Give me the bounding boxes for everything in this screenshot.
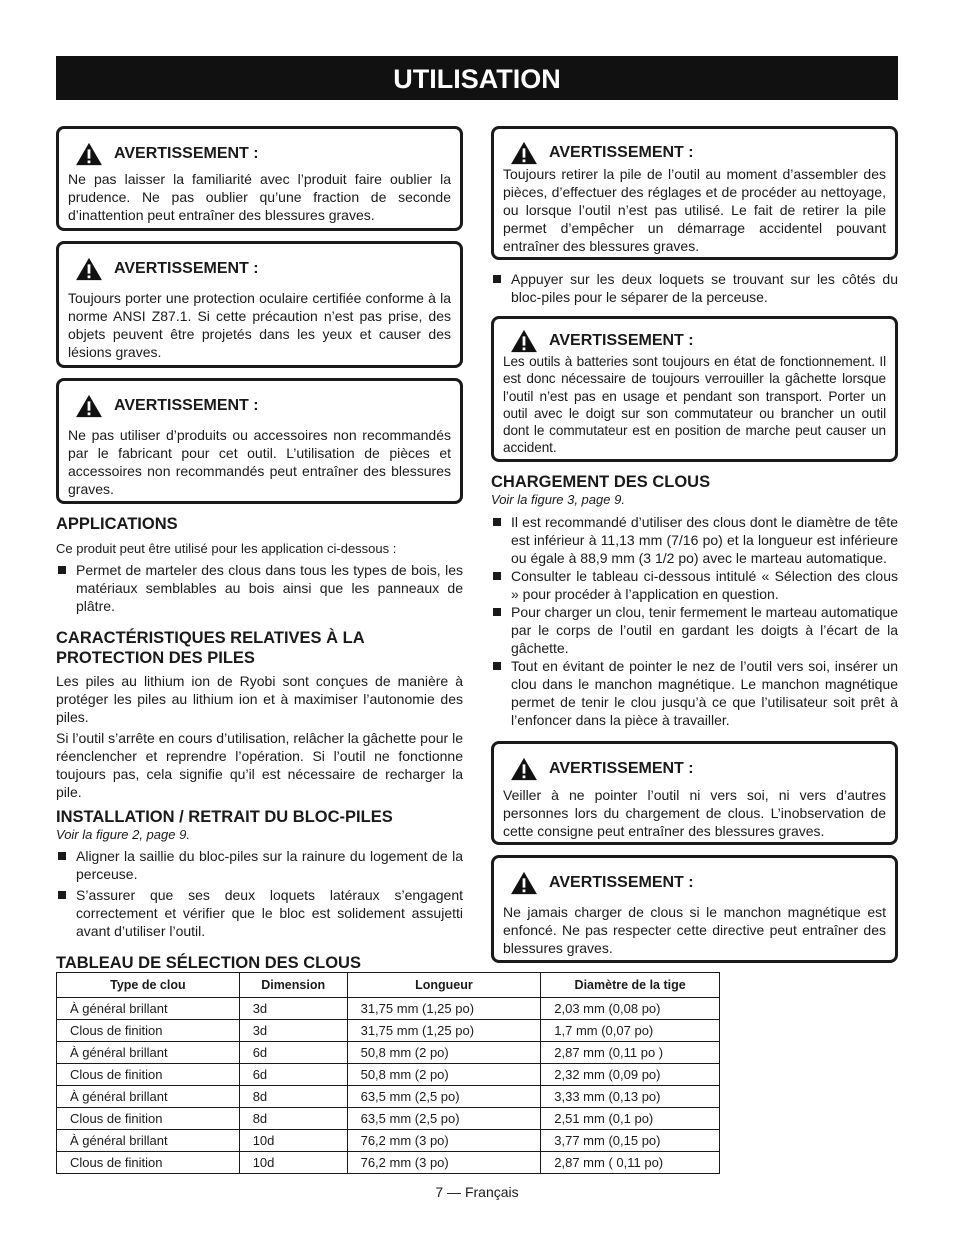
warning-triangle-icon [74, 257, 104, 281]
table-row [57, 998, 720, 1020]
left-column [56, 126, 463, 973]
warning-box [491, 741, 898, 845]
warning-triangle-icon [509, 871, 539, 895]
table-cell: Clous de finition [57, 1020, 240, 1042]
table-cell: 2,87 mm ( 0,11 po) [541, 1152, 720, 1174]
warning-box [56, 378, 463, 504]
list-item: Aligner la saillie du bloc-piles sur la rainure du logement de la perceuse. [56, 847, 463, 883]
table-cell: 76,2 mm (3 po) [347, 1152, 541, 1174]
table-cell: 50,8 mm (2 po) [347, 1064, 541, 1086]
table-cell: 50,8 mm (2 po) [347, 1042, 541, 1064]
table-cell: 2,03 mm (0,08 po) [541, 998, 720, 1020]
bullet-list [56, 561, 463, 615]
table-cell: À général brillant [57, 1086, 240, 1108]
warning-triangle-icon [74, 394, 104, 418]
table-cell: 2,87 mm (0,11 po ) [541, 1042, 720, 1064]
list-item: Consulter le tableau ci-dessous intitulé « Sélection des clous » pour procéder à l’application en question. [491, 567, 898, 603]
column-header: Type de clou [57, 973, 240, 998]
table-cell: 1,7 mm (0,07 po) [541, 1020, 720, 1042]
warning-text: Veiller à ne pointer l’outil ni vers soi, ni vers d’autres personnes lors du chargement de clous. L’inobservation de cette consigne peut entraîner des blessures graves. [503, 787, 886, 839]
table-cell: Clous de finition [57, 1108, 240, 1130]
right-column [491, 126, 898, 973]
bullet-list [491, 270, 898, 306]
column-header: Dimension [239, 973, 347, 998]
list-item: Tout en évitant de pointer le nez de l’outil vers soi, insérer un clou dans le manchon magnétique. Le manchon magnétique permet de tenir le clou jusqu’à ce que l’utilisateur soit prêt à l’enfoncer dans la pièce à travailler. [491, 657, 898, 729]
bullet-list [56, 847, 463, 940]
paragraph: Les piles au lithium ion de Ryobi sont conçues de manière à protéger les piles au lithium ion et à maximiser l’autonomie des piles. [56, 673, 463, 725]
table-row [57, 1042, 720, 1064]
list-item: Permet de marteler des clous dans tous les types de bois, les matériaux semblables au bois ainsi que les panneaux de plâtre. [56, 561, 463, 615]
table-cell: 10d [239, 1152, 347, 1174]
section-heading: CARACTÉRISTIQUES RELATIVES À LA PROTECTION DES PILES [56, 629, 365, 667]
table-cell: Clous de finition [57, 1064, 240, 1086]
page-footer [0, 1184, 954, 1200]
table-cell: À général brillant [57, 998, 240, 1020]
section-heading: APPLICATIONS [56, 515, 178, 533]
warning-text: Toujours retirer la pile de l’outil au moment d’assembler des pièces, d’effectuer des réglages et de procéder au nettoyage, ou lorsque l’outil n’est pas utilisé. Le fait de retirer la pile permet d’empêcher un démarrage accidentel pouvant entraîner des blessures graves. [503, 166, 886, 254]
warning-box [491, 316, 898, 462]
table-cell: À général brillant [57, 1130, 240, 1152]
list-item: Il est recommandé d’utiliser des clous dont le diamètre de tête est inférieur à 11,13 mm (7/16 po) et la longueur est inférieure ou égale à 88,9 mm (3 1/2 po) avec le marteau automatique. [491, 513, 898, 567]
warning-box [56, 241, 463, 368]
warning-title: AVERTISSEMENT : [114, 145, 259, 162]
warning-text: Ne pas utiliser d’produits ou accessoires non recommandés par le fabricant pour cet outil. L’utilisation de pièces et accessoires non recommandés peut entraîner des blessures graves. [68, 427, 451, 497]
warning-title: AVERTISSEMENT : [549, 332, 694, 349]
nail-selection-table [56, 972, 720, 1174]
table-row [57, 1152, 720, 1174]
figure-reference: Voir la figure 2, page 9. [56, 827, 190, 842]
table-row [57, 1020, 720, 1042]
table-cell: 3d [239, 1020, 347, 1042]
column-header: Longueur [347, 973, 541, 998]
table-cell: Clous de finition [57, 1152, 240, 1174]
table-cell: 10d [239, 1130, 347, 1152]
table-cell: 76,2 mm (3 po) [347, 1130, 541, 1152]
warning-triangle-icon [509, 141, 539, 165]
warning-title: AVERTISSEMENT : [114, 260, 259, 277]
warning-text: Ne pas laisser la familiarité avec l’produit faire oublier la prudence. Ne pas oublier qu’une fraction de seconde d’inattention peut entraîner des blessures graves. [68, 171, 451, 223]
table-cell: 8d [239, 1108, 347, 1130]
figure-reference: Voir la figure 3, page 9. [491, 492, 625, 507]
warning-text: Les outils à batteries sont toujours en état de fonctionnement. Il est donc nécessaire de toujours verrouiller la gâchette lorsque l’outil n’est pas en usage et pendant son transport. Porter un outil avec le doigt sur son commutateur ou brancher un outil dont le commutateur est en position de marche peut causer un accident. [503, 354, 886, 456]
table-cell: 2,51 mm (0,1 po) [541, 1108, 720, 1130]
section-heading: TABLEAU DE SÉLECTION DES CLOUS [56, 954, 361, 972]
page-title: UTILISATION [56, 56, 898, 100]
warning-title: AVERTISSEMENT : [114, 397, 259, 414]
warning-box [491, 126, 898, 260]
paragraph: Si l’outil s’arrête en cours d’utilisation, relâcher la gâchette pour le réenclencher et reprendre l’opération. Si l’outil ne fonctionne toujours pas, cela signifie qu’il est nécessaire de recharger la pile. [56, 730, 463, 800]
section-heading: CHARGEMENT DES CLOUS [491, 473, 711, 491]
table-cell: 8d [239, 1086, 347, 1108]
warning-title: AVERTISSEMENT : [549, 144, 694, 161]
table-cell: 2,32 mm (0,09 po) [541, 1064, 720, 1086]
table-row [57, 1086, 720, 1108]
table-row [57, 1130, 720, 1152]
section-heading: INSTALLATION / RETRAIT DU BLOC-PILES [56, 808, 393, 826]
table-cell: 63,5 mm (2,5 po) [347, 1086, 541, 1108]
list-item: S’assurer que ses deux loquets latéraux s’engagent correctement et vérifier que le bloc est solidement assujetti avant d’utiliser l’outil. [56, 886, 463, 940]
warning-text: Toujours porter une protection oculaire certifiée conforme à la norme ANSI Z87.1. Si cette précaution n’est pas prise, des objets peuvent être projetés dans les yeux et causer des lésions graves. [68, 290, 451, 360]
warning-triangle-icon [74, 142, 104, 166]
list-item: Pour charger un clou, tenir fermement le marteau automatique par le corps de l’outil en gardant les doigts à l’écart de la gâchette. [491, 603, 898, 657]
bullet-list [491, 513, 898, 729]
warning-title: AVERTISSEMENT : [549, 760, 694, 777]
warning-box [56, 126, 463, 231]
warning-title: AVERTISSEMENT : [549, 874, 694, 891]
warning-triangle-icon [509, 757, 539, 781]
warning-text: Ne jamais charger de clous si le manchon magnétique est enfoncé. Ne pas respecter cette directive peut entraîner des blessures graves. [503, 904, 886, 956]
table-row [57, 1064, 720, 1086]
table-cell: 3d [239, 998, 347, 1020]
table-cell: 3,77 mm (0,15 po) [541, 1130, 720, 1152]
table-cell: 31,75 mm (1,25 po) [347, 998, 541, 1020]
table-cell: À général brillant [57, 1042, 240, 1064]
table-header-row [57, 973, 720, 998]
table-cell: 6d [239, 1064, 347, 1086]
table-cell: 6d [239, 1042, 347, 1064]
table-row [57, 1108, 720, 1130]
table-cell: 31,75 mm (1,25 po) [347, 1020, 541, 1042]
warning-triangle-icon [509, 329, 539, 353]
table-cell: 3,33 mm (0,13 po) [541, 1086, 720, 1108]
table-cell: 63,5 mm (2,5 po) [347, 1108, 541, 1130]
page-number: 7 — Français [435, 1184, 519, 1200]
paragraph: Ce produit peut être utilisé pour les application ci-dessous : [56, 541, 397, 556]
warning-box [491, 855, 898, 963]
list-item: Appuyer sur les deux loquets se trouvant sur les côtés du bloc-piles pour le séparer de la perceuse. [491, 270, 898, 306]
column-header: Diamètre de la tige [541, 973, 720, 998]
